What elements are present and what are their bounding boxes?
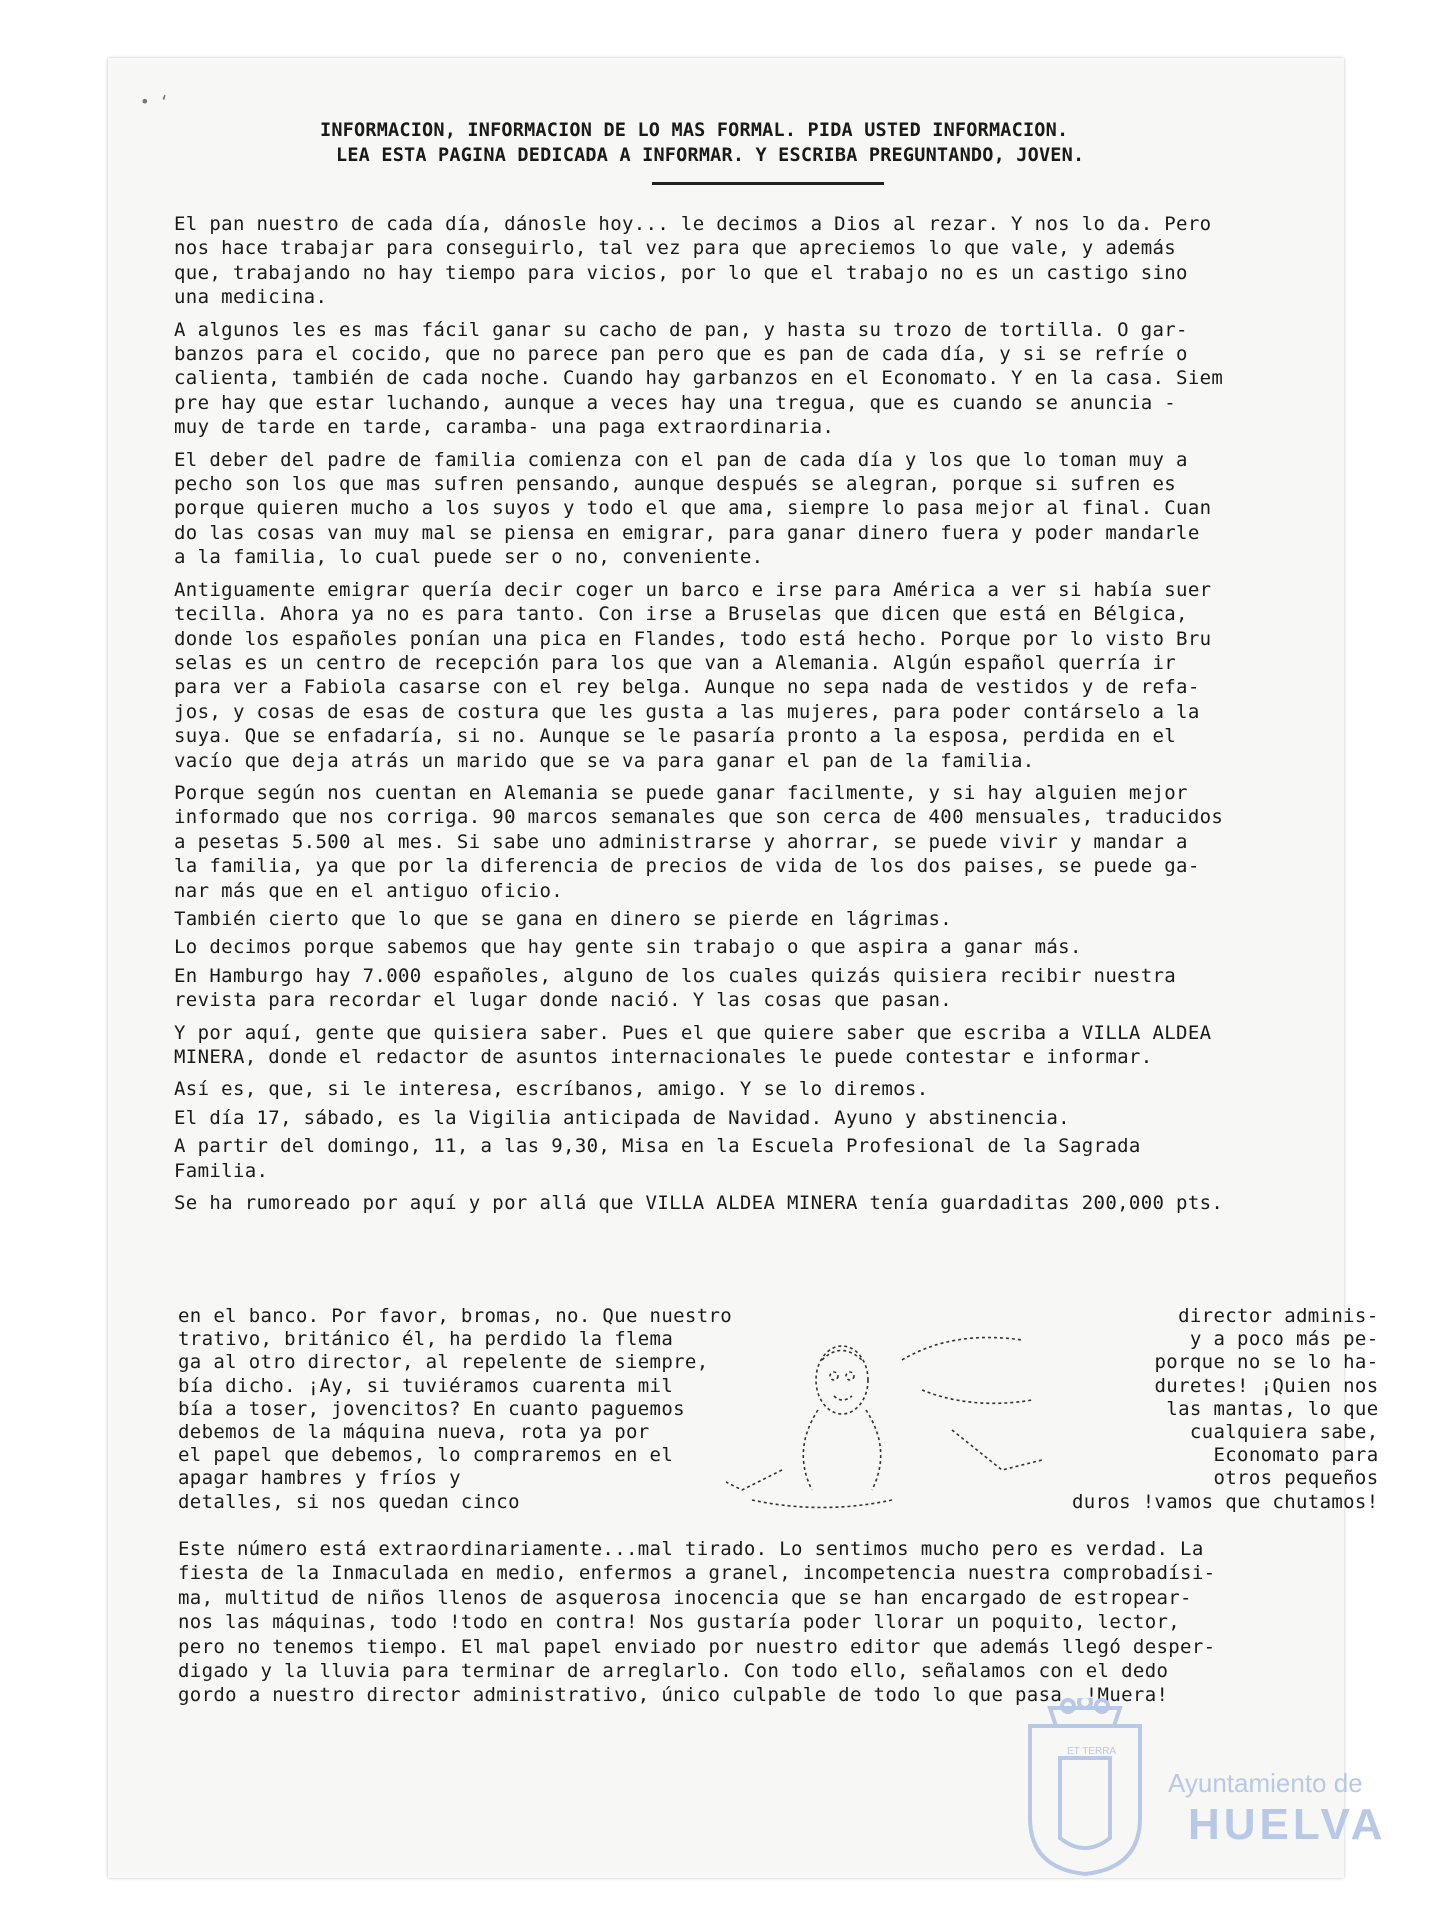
header-underline: [652, 182, 884, 185]
paragraph-write: Y por aquí, gente que quisiera saber. Pues el que quiere saber que escriba a VILLA ALDEA MINERA, donde el redactor de asuntos internacionales le puede contestar e informar.: [174, 1021, 1212, 1068]
paragraph-tears: También cierto que lo que se gana en dinero se pierde en lágrimas.: [174, 907, 953, 930]
paragraph-work: Lo decimos porque sabemos que hay gente sin trabajo o que aspira a ganar más.: [174, 936, 1082, 959]
margin-mark: • ʻ: [140, 92, 169, 111]
header-line-2: LEA ESTA PAGINA DEDICADA A INFORMAR. Y ESCRIBA PREGUNTANDO, JOVEN.: [336, 145, 1085, 166]
paragraph-emigration: Antiguamente emigrar quería decir coger un barco e irse para América a ver si había suer tecilla. Ahora ya no es para tanto. Con irse a Bruselas que dicen que está en Bélgica, donde los españoles ponían una pica en Flandes, todo está hecho. Porque por lo visto Bru selas es un centro de recepción para los que van a Alemania. Algún español querría ir para ver a Fabiola casarse con el rey belga. Aunque no sepa nada de vestidos y de refa- jos, y cosas de esas de costura que les gusta a las mujeres, para poder contárselo a la suya. Que se enfadaría, si no. Aunque se le pasaría pronto a la esposa, perdida en el vacío que deja atrás un marido que se va para ganar el pan de la familia.: [174, 578, 1212, 772]
shield-text: ET TERRA: [1067, 1746, 1117, 1757]
watermark-bottom: HUELVA: [1188, 1800, 1387, 1849]
paragraph-mass: A partir del domingo, 11, a las 9,30, Misa en la Escuela Profesional de la Sagrada Familia.: [174, 1135, 1141, 1182]
paragraph-interest: Así es, que, si le interesa, escríbanos, amigo. Y se lo diremos.: [174, 1078, 929, 1101]
paragraph-hamburg: En Hamburgo hay 7.000 españoles, alguno de los cuales quizás quisiera recibir nuestra revista para recordar el lugar donde nació. Y las cosas que pasan.: [174, 964, 1177, 1012]
header-line-1: INFORMACION, INFORMACION DE LO MAS FORMAL. PIDA USTED INFORMACION.: [320, 120, 1069, 141]
cartoon-illustration: [722, 1300, 1052, 1510]
paragraph-garbanzos: A algunos les es mas fácil ganar su cacho de pan, y hasta su trozo de tortilla. O gar- banzos para el cocido, que no parece pan pero que es pan de cada día, y si se refríe o calienta, también de cada noche. Cuando hay garbanzos en el Economato. Y en la casa. Siem pre hay que estar luchando, aunque a veces hay una tregua, que es cuando se anuncia - muy de tarde en tarde, caramba- una paga extraordinaria.: [174, 318, 1224, 439]
article-body: [174, 212, 1344, 1219]
paragraph-father-duty: El deber del padre de familia comienza con el pan de cada día y los que lo toman muy a pecho son los que mas sufren pensando, aunque después se alegran, porque si sufren es porque quieren mucho a los suyos y todo el que ama, siempre lo pasa mejor al final. Cuan do las cosas van muy mal se piensa en emigrar, para ganar dinero fuera y poder mandarle a la familia, lo cual puede ser o no, conveniente.: [174, 448, 1212, 569]
paragraph-bread: El pan nuestro de cada día, dánosle hoy... le decimos a Dios al rezar. Y nos lo da. Pero nos hace trabajar para conseguirlo, tal vez para que apreciemos lo que vale, y además que, trabajando no hay tiempo para vicios, por lo que el trabajo no es un castigo sino una medicina.: [174, 213, 1212, 309]
paragraph-vigil: El día 17, sábado, es la Vigilia anticipada de Navidad. Ayuno y abstinencia.: [174, 1106, 1070, 1129]
closing-paragraph: Este número está extraordinariamente...mal tirado. Lo sentimos mucho pero es verdad. La fiesta de la Inmaculada en medio, enfermos a granel, incompetencia nuestra comprobadísi- ma, multitud de niños llenos de asquerosa inocencia que se han encargado de estropear- nos las máquinas, todo !todo en contra! Nos gustaría poder llorar un poquito, lector, pero no tenemos tiempo. El mal papel enviado por nuestro editor que además llegó desper- digado y la lluvia para terminar de arreglarlo. Con todo ello, señalamos con el dedo gordo a nuestro director administrativo, único culpable de todo lo que pasa. !Muera!: [178, 1538, 1216, 1707]
paragraph-germany: Porque según nos cuentan en Alemania se puede ganar facilmente, y si hay alguien mejor informado que nos corriga. 90 marcos semanales que son cerca de 400 mensuales, traducidos a pesetas 5.500 al mes. Si sabe uno administrarse y ahorrar, se puede vivir y mandar a la familia, ya que por la diferencia de precios de vida de los dos paises, se puede ga- nar más que en el antiguo oficio.: [174, 781, 1224, 902]
wrap-text-right: director adminis- y a poco más pe- porque no se lo ha- duretes! ¡Quien nos las mantas, lo que cualquiera sabe, Economato para otros pequeños duros !vamos que chutamos!: [1072, 1305, 1379, 1513]
wrap-text-left: en el banco. Por favor, bromas, no. Que nuestro trativo, británico él, ha perdido la flema ga al otro director, al repelente de siempre, bía dicho. ¡Ay, si tuviéramos cuarenta mil bía a toser, jovencitos? En cuanto paguemos debemos de la máquina nueva, rota ya por el papel que debemos, lo compraremos en el apagar hambres y fríos y detalles, si nos quedan cinco: [178, 1305, 733, 1513]
paragraph-rumor-intro: Se ha rumoreado por aquí y por allá que VILLA ALDEA MINERA tenía guardaditas 200,000 pts.: [174, 1192, 1224, 1215]
page-header: [320, 118, 1220, 168]
watermark-top: Ayuntamiento de: [1168, 1768, 1363, 1798]
